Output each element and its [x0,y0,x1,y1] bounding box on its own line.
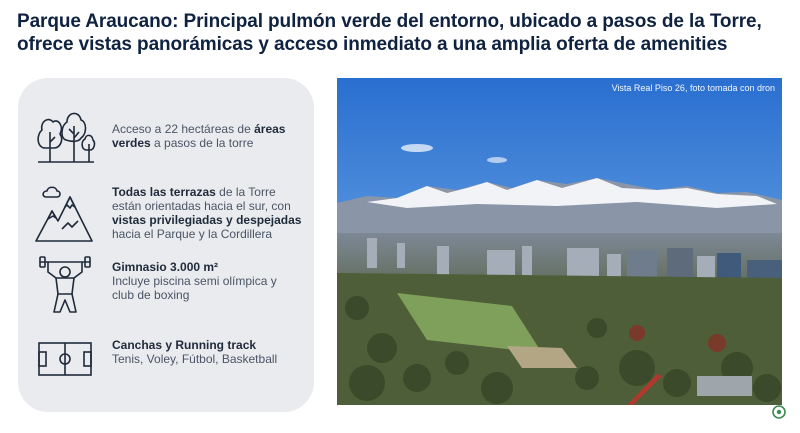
weightlifter-icon [34,254,96,316]
feature-terraces-text: Todas las terrazas de la Torre están orientadas hacia el sur, con vistas privilegiadas y despejadas hacia el Parque y la Cordillera [112,185,302,241]
page-title [17,10,787,56]
trees-icon [34,104,96,166]
soccer-field-icon [34,328,96,390]
photo-caption: Vista Real Piso 26, foto tomada con dron [611,83,775,93]
feature-courts [18,328,314,392]
feature-green-areas-text: Acceso a 22 hectáreas de áreas verdes a pasos de la torre [112,122,286,150]
feature-gym [18,254,314,318]
city-park-landscape-image [337,78,782,405]
brand-logo [772,405,786,419]
aerial-photo [337,78,782,405]
title-line-1: Parque Araucano: Principal pulmón verde del entorno, ubicado a pasos de la Torre, [17,11,762,32]
features-panel [18,78,314,412]
feature-terraces [18,181,314,245]
feature-courts-text: Canchas y Running track Tenis, Voley, Fútbol, Basketball [112,338,278,366]
mountains-icon [34,181,96,243]
title-line-2: ofrece vistas panorámicas y acceso inmediato a una amplia oferta de amenities [17,34,728,55]
feature-gym-text: Gimnasio 3.000 m² Incluye piscina semi olímpica y club de boxing [112,260,277,302]
feature-green-areas [18,104,314,168]
